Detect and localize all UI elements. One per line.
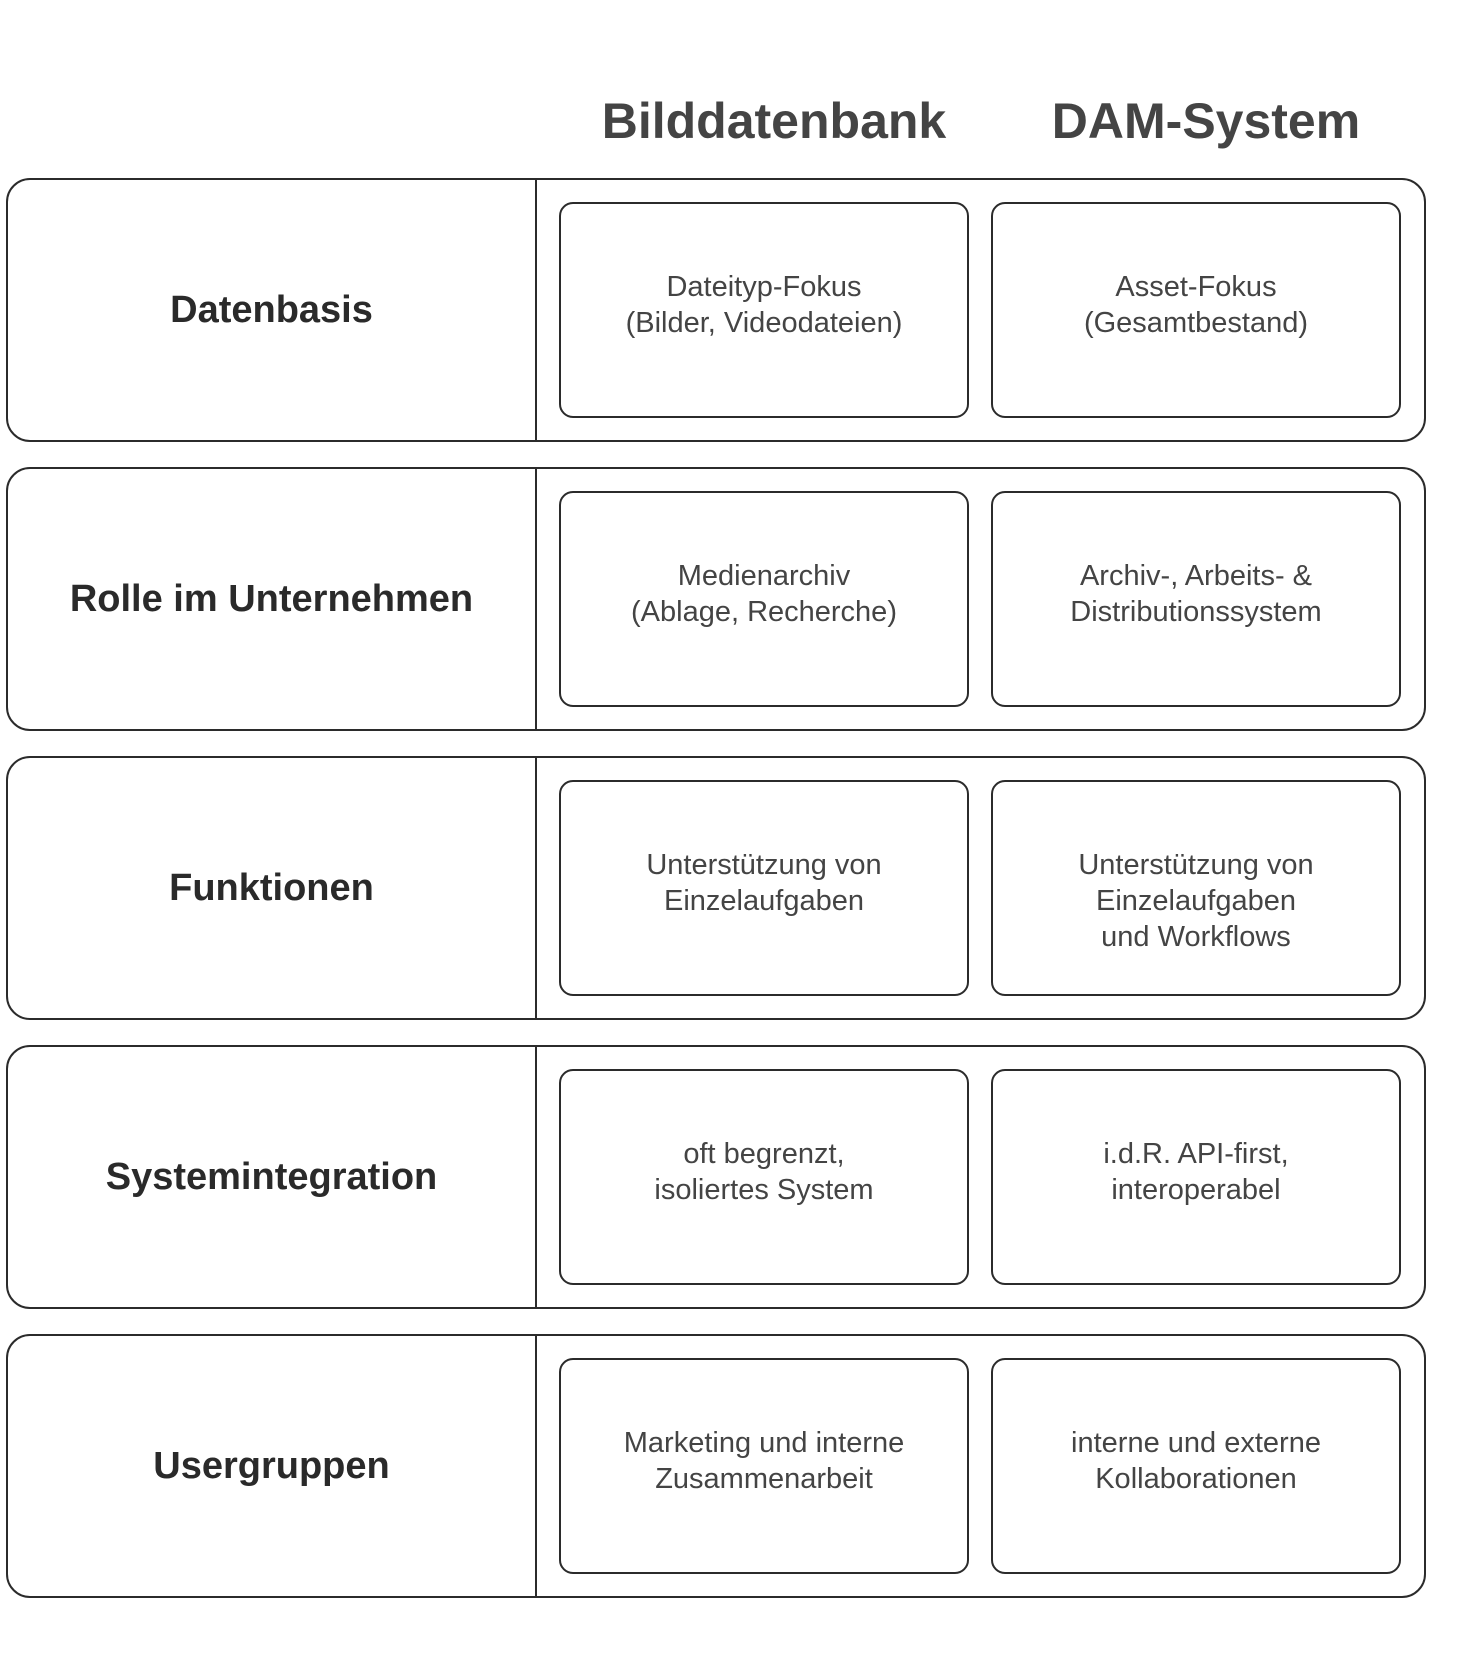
row-label: Datenbasis — [170, 288, 373, 331]
cell-dam-system — [991, 202, 1401, 418]
comparison-row-usergruppen — [6, 1334, 1426, 1598]
row-divider — [535, 180, 537, 440]
comparison-table — [6, 178, 1426, 1623]
cell-bilddatenbank — [559, 780, 969, 996]
cell-dam-system — [991, 1358, 1401, 1574]
cell-text: Archiv-, Arbeits- & Distributionssystem — [1070, 560, 1322, 628]
cell-bilddatenbank — [559, 491, 969, 707]
cell-text: oft begrenzt, isoliertes System — [654, 1138, 874, 1206]
cell-bilddatenbank — [559, 202, 969, 418]
row-divider — [535, 758, 537, 1018]
cell-text: Unterstützung von Einzelaufgaben — [646, 849, 882, 917]
row-label: Rolle im Unternehmen — [69, 577, 474, 620]
comparison-row-datenbasis — [6, 178, 1426, 442]
comparison-row-systemintegration — [6, 1045, 1426, 1309]
row-label: Funktionen — [169, 866, 374, 909]
cell-text: Medienarchiv (Ablage, Recherche) — [631, 560, 897, 628]
cell-text: interne und externe Kollaborationen — [1071, 1427, 1321, 1495]
cell-dam-system — [991, 780, 1401, 996]
row-divider — [535, 469, 537, 729]
comparison-row-rolle — [6, 467, 1426, 731]
cell-text: Dateityp-Fokus (Bilder, Videodateien) — [625, 271, 903, 339]
cell-text: Unterstützung von Einzelaufgaben und Workflows — [1078, 849, 1314, 953]
column-header-bilddatenbank: Bilddatenbank — [601, 93, 947, 149]
cell-text: Asset-Fokus (Gesamtbestand) — [1083, 271, 1309, 339]
comparison-row-funktionen — [6, 756, 1426, 1020]
cell-text: i.d.R. API-first, interoperabel — [1103, 1138, 1289, 1206]
row-label: Systemintegration — [105, 1155, 438, 1198]
cell-text: Marketing und interne Zusammenarbeit — [623, 1427, 905, 1495]
row-label: Usergruppen — [153, 1444, 390, 1487]
cell-bilddatenbank — [559, 1069, 969, 1285]
cell-bilddatenbank — [559, 1358, 969, 1574]
cell-dam-system — [991, 491, 1401, 707]
column-header-dam-system: DAM-System — [1051, 93, 1361, 149]
row-divider — [535, 1047, 537, 1307]
row-divider — [535, 1336, 537, 1596]
cell-dam-system — [991, 1069, 1401, 1285]
